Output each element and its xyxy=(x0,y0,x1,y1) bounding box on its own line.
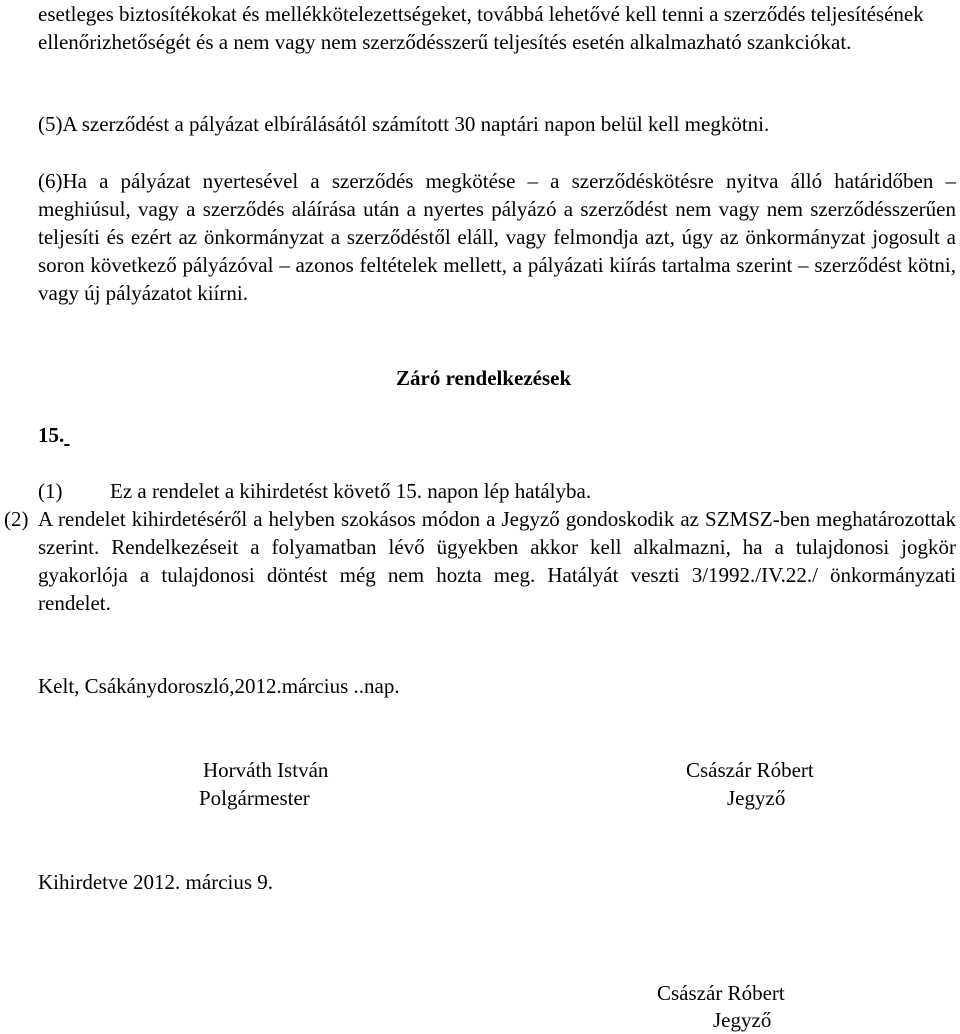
signature-3-title: Jegyző xyxy=(713,1008,772,1032)
signature-2-name: Császár Róbert xyxy=(686,758,814,782)
signature-2-title: Jegyző xyxy=(727,786,786,810)
section-number-underline xyxy=(64,423,69,447)
place-and-date: Kelt, Csákánydoroszló,2012.március ..nap. xyxy=(38,674,400,698)
final-provision-1-number: (1) xyxy=(38,479,63,503)
paragraph-5: (5)A szerződést a pályázat elbírálásától számított 30 naptári napon belül kell megkötni. xyxy=(38,112,770,136)
signature-1-title: Polgármester xyxy=(199,786,310,810)
section-number-text: 15. xyxy=(38,423,65,447)
signature-3-name: Császár Róbert xyxy=(657,981,785,1005)
paragraph-6: (6)Ha a pályázat nyertesével a szerződés megkötése – a szerződéskötésre nyitva álló határidőben – meghiúsul, vagy a szerződés aláírása után a nyertes pályázó a szerződést nem vagy nem szerződésszerűen teljesíti és ezért az önkormányzat a szerződéstől eláll, vagy felmondja azt, úgy az önkormányzat jogosult a soron következő pályázóval – azonos feltételek mellett, a pályázati kiírás tartalma szerint – szerződést kötni, vagy új pályázatot kiírni. xyxy=(38,169,956,305)
intro-paragraph: esetleges biztosítékokat és mellékkötelezettségeket, továbbá lehetővé kell tenni a szerződés teljesítésének ellenőrizhetőségét és a nem vagy nem szerződésszerű teljesítés esetén alkalmazható szankciókat. xyxy=(38,2,924,54)
signature-1-name: Horváth István xyxy=(203,758,329,782)
promulgation-date: Kihirdetve 2012. március 9. xyxy=(38,870,274,894)
section-heading: Záró rendelkezések xyxy=(396,366,572,390)
final-provision-2-number: (2) xyxy=(4,507,29,531)
final-provision-2-text: A rendelet kihirdetéséről a helyben szokásos módon a Jegyző gondoskodik az SZMSZ-ben meghatározottak szerint. Rendelkezéseit a folyamatban lévő ügyekben akkor kell alkalmazni, ha a tulajdonosi jogkör gyakorlója a tulajdonosi döntést még nem hozta meg. Hatályát veszti 3/1992./IV.22./ önkormányzati rendelet. xyxy=(38,507,956,615)
section-number xyxy=(38,421,70,449)
final-provision-1-text: Ez a rendelet a kihirdetést követő 15. napon lép hatályba. xyxy=(110,479,592,503)
